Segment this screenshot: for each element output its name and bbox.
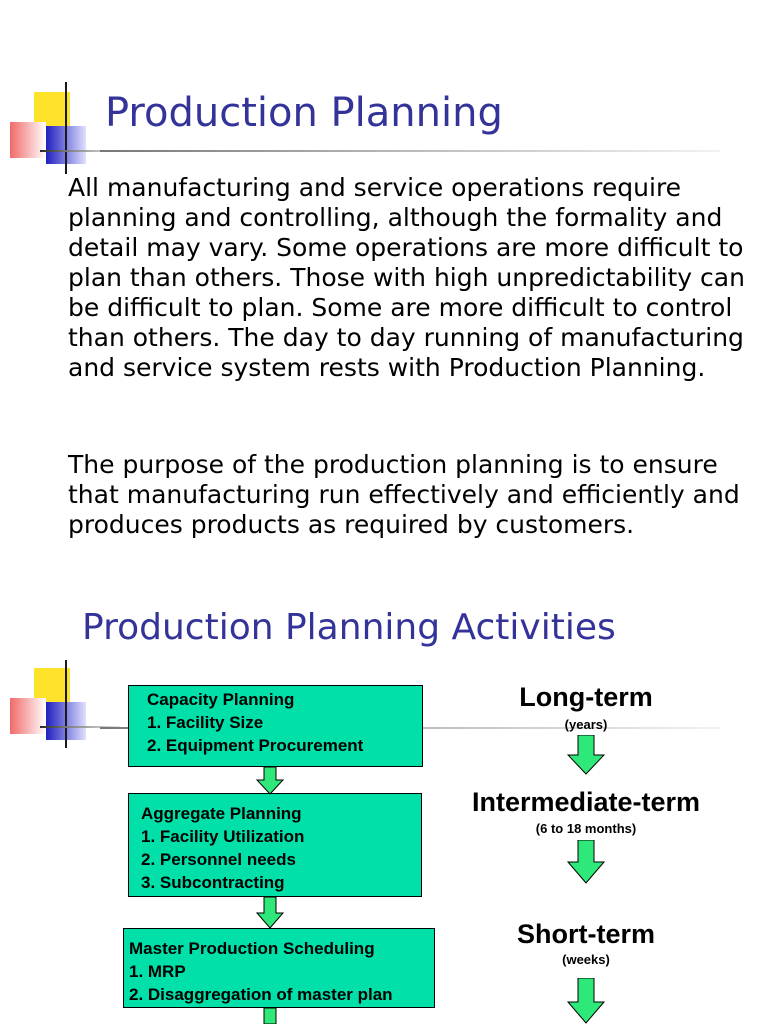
- down-arrow-icon: [567, 735, 605, 775]
- term-short-sub: (weeks): [562, 952, 610, 967]
- term-intermediate: Intermediate-term: [471, 787, 701, 817]
- term-intermediate-sub: (6 to 18 months): [535, 821, 637, 836]
- master-production-scheduling-box: [123, 928, 435, 1008]
- down-arrow-icon: [256, 897, 284, 929]
- box-item: 2. Personnel needs: [141, 850, 296, 869]
- paragraph-1: All manufacturing and service operations require planning and controlling, although the formality and detail may vary. Some operations are more difficult to plan than others. Those with high unpredictability can be difficult to plan. Some are more difficult to control than others. The day to day running of manufacturing and service system rests with Production Planning.: [68, 173, 745, 382]
- down-arrow-icon: [567, 840, 605, 884]
- box-item: 1. MRP: [129, 962, 186, 981]
- term-long-sub: (years): [564, 717, 608, 732]
- box-item: 2. Equipment Procurement: [147, 736, 364, 755]
- page-title: Production Planning: [105, 90, 503, 136]
- aggregate-planning-box: [128, 793, 422, 897]
- box-title: Aggregate Planning: [141, 804, 302, 823]
- section-title: Production Planning Activities: [82, 607, 616, 648]
- box-item: 3. Subcontracting: [141, 873, 285, 892]
- slide-logo-2: [10, 660, 120, 750]
- down-arrow-icon: [256, 1008, 284, 1024]
- box-item: 2. Disaggregation of master plan: [129, 985, 393, 1004]
- box-item: 1. Facility Size: [147, 713, 264, 732]
- down-arrow-icon: [256, 767, 284, 795]
- term-long: Long-term: [519, 682, 653, 712]
- paragraph-2: The purpose of the production planning is to ensure that manufacturing run effectively and efficiently and produces products as required by customers.: [68, 450, 740, 539]
- box-title: Capacity Planning: [147, 690, 295, 709]
- box-item: 1. Facility Utilization: [141, 827, 305, 846]
- box-title: Master Production Scheduling: [129, 939, 375, 958]
- slide-logo-1: [10, 82, 120, 172]
- term-short: Short-term: [516, 919, 655, 949]
- down-arrow-icon: [567, 978, 605, 1024]
- title-underline-1: [100, 150, 720, 152]
- capacity-planning-box: [128, 685, 423, 767]
